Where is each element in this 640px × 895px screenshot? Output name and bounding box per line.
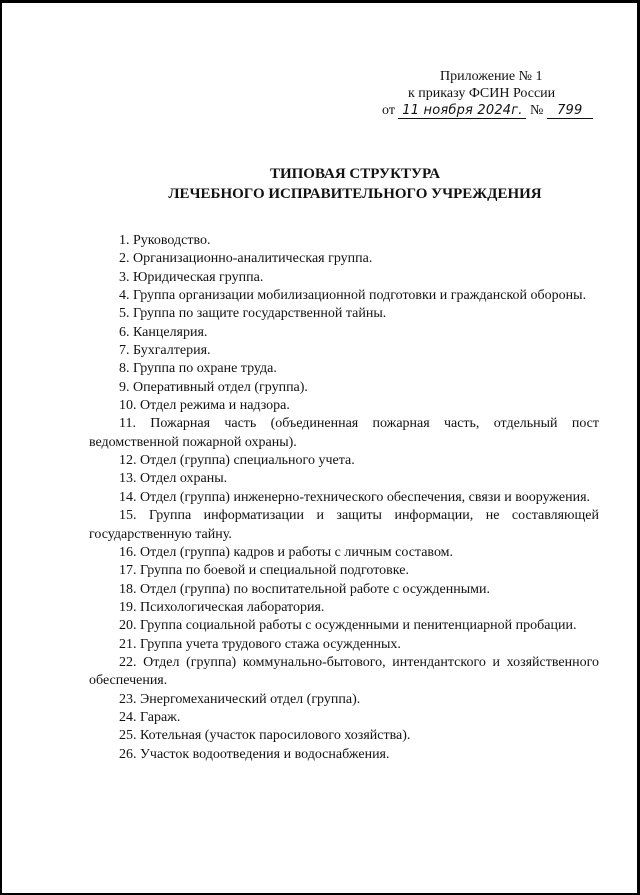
- list-item: 3. Юридическая группа.: [119, 269, 264, 285]
- document-title: [0, 164, 640, 204]
- scan-border-top: [0, 0, 640, 3]
- list-item: 17. Группа по боевой и специальной подготовке.: [119, 563, 409, 579]
- handwritten-order-number: 799: [547, 103, 593, 119]
- list-item: 21. Группа учета трудового стажа осужденных.: [119, 636, 401, 652]
- list-item: 7. Бухгалтерия.: [119, 343, 211, 359]
- order-date-line: [360, 102, 600, 119]
- list-item: 19. Психологическая лаборатория.: [119, 599, 325, 615]
- list-item: 23. Энергомеханический отдел (группа).: [119, 691, 361, 707]
- list-item: 18. Отдел (группа) по воспитательной работе с осужденными.: [119, 581, 490, 597]
- date-prefix: от: [382, 103, 395, 118]
- list-item: 4. Группа организации мобилизационной подготовки и гражданской обороны.: [119, 288, 587, 304]
- number-label: №: [529, 103, 544, 118]
- list-item: 5. Группа по защите государственной тайны.: [119, 306, 387, 322]
- appendix-header: [360, 68, 600, 119]
- list-item: 24. Гараж.: [119, 709, 181, 725]
- list-item: 11. Пожарная часть (объединенная пожарная часть, отдельный пост ведомственной пожарной охраны).: [89, 416, 599, 450]
- list-item: 1. Руководство.: [119, 233, 211, 248]
- list-item: 16. Отдел (группа) кадров и работы с личным составом.: [119, 544, 454, 560]
- list-item: 12. Отдел (группа) специального учета.: [119, 453, 355, 469]
- list-item: 9. Оперативный отдел (группа).: [119, 379, 308, 395]
- scan-border-left: [0, 0, 2, 895]
- list-item: 15. Группа информатизации и защиты информации, не составляющей государственную тайну.: [89, 508, 599, 542]
- title-line-2: ЛЕЧЕБНОГО ИСПРАВИТЕЛЬНОГО УЧРЕЖДЕНИЯ: [168, 186, 542, 202]
- list-item: 20. Группа социальной работы с осужденными и пенитенциарной пробации.: [119, 618, 577, 634]
- list-item: 10. Отдел режима и надзора.: [119, 398, 290, 414]
- list-item: 25. Котельная (участок паросилового хозяйства).: [119, 728, 411, 744]
- structure-list: [89, 232, 599, 764]
- order-reference: к приказу ФСИН России: [408, 86, 556, 101]
- list-item: 13. Отдел охраны.: [119, 471, 228, 487]
- handwritten-date: 11 ноября 2024г.: [398, 103, 526, 119]
- list-item: 6. Канцелярия.: [119, 324, 208, 340]
- appendix-label: Приложение № 1: [440, 69, 543, 84]
- list-item: 8. Группа по охране труда.: [119, 361, 277, 377]
- title-line-1: ТИПОВАЯ СТРУКТУРА: [269, 166, 441, 182]
- list-item: 14. Отдел (группа) инженерно-технического обеспечения, связи и вооружения.: [119, 489, 591, 505]
- list-item: 26. Участок водоотведения и водоснабжения.: [119, 746, 390, 762]
- list-item: 2. Организационно-аналитическая группа.: [119, 251, 373, 267]
- list-item: 22. Отдел (группа) коммунально-бытового, интендантского и хозяйственного обеспечения.: [89, 654, 599, 689]
